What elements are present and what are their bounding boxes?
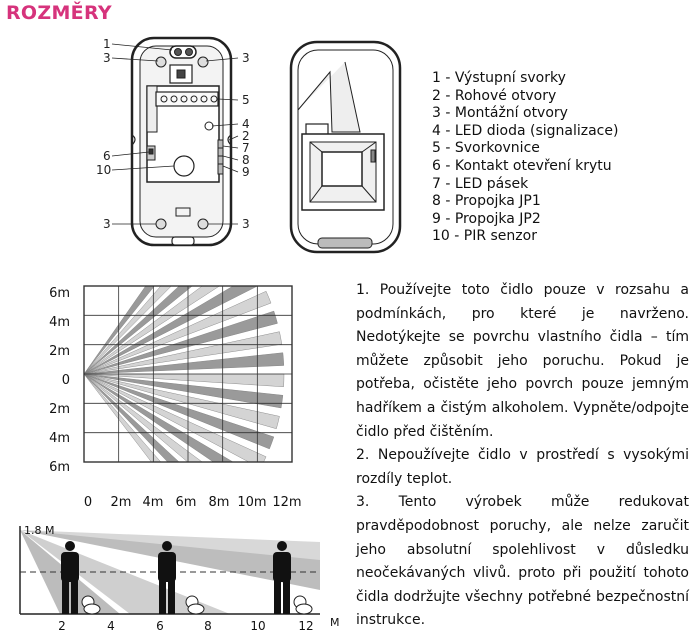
legend-item: 10 - PIR senzor bbox=[432, 228, 537, 245]
dimension-drawings bbox=[0, 0, 430, 262]
x-label: 2m bbox=[110, 495, 132, 510]
x-label: 12m bbox=[272, 495, 302, 510]
y-label: 2m bbox=[49, 344, 70, 359]
safety-notes bbox=[356, 279, 689, 633]
note-paragraph: 3. Tento výrobek může redukovat pravděpodobnost poruchy, ale nelze zaručit jeho absolutní spolehlivost v důsledku neočekávaných vlivů. proto při použití tohoto čidla dodržujte všechny potřebné bezpečnostní instrukce. bbox=[356, 494, 689, 629]
x-label: 8m bbox=[208, 495, 230, 510]
coverage-side-view bbox=[0, 520, 340, 636]
legend-item: 6 - Kontakt otevření krytu bbox=[432, 157, 612, 174]
page-title: ROZMĚRY bbox=[6, 2, 112, 24]
callout-4: 4 bbox=[242, 117, 250, 131]
callout-5: 5 bbox=[242, 93, 250, 107]
callout-3-top-right: 3 bbox=[242, 51, 250, 65]
coverage-top-view bbox=[0, 270, 330, 520]
callout-8: 8 bbox=[242, 153, 250, 167]
note-paragraph: 2. Nepoužívejte čidlo v prostředí s vysokými rozdíly teplot. bbox=[356, 447, 689, 487]
note-paragraph: 1. Používejte toto čidlo pouze v rozsahu a podmínkách, pro které je navrženo. Nedotýkejte se povrchu vlastního čidla – tím můžete způsobit jeho poruchu. Pokud je potřeba, očistěte jeho povrch pouze jemným hadříkem a čistým alkoholem. Vypněte/odpojte čidlo před čištěním. bbox=[356, 282, 689, 440]
side-x-label: 6 bbox=[156, 619, 164, 633]
legend-item: 8 - Propojka JP1 bbox=[432, 193, 541, 210]
front-view-drawing bbox=[132, 38, 231, 245]
y-label: 4m bbox=[49, 431, 70, 446]
y-label: 4m bbox=[49, 315, 70, 330]
detection-zones bbox=[84, 270, 284, 520]
callout-3-bottom-right: 3 bbox=[242, 217, 250, 231]
height-label: 1.8 M bbox=[24, 524, 55, 537]
side-x-label: 12 bbox=[298, 619, 314, 633]
x-label: 6m bbox=[175, 495, 197, 510]
legend-item: 2 - Rohové otvory bbox=[432, 87, 557, 104]
callout-10: 10 bbox=[96, 163, 112, 177]
side-x-label: 10 bbox=[250, 619, 266, 633]
x-label: 10m bbox=[237, 495, 267, 510]
side-x-label: 8 bbox=[204, 619, 212, 633]
cover-view-drawing bbox=[291, 42, 400, 252]
legend-item: 3 - Montážní otvory bbox=[432, 105, 568, 122]
legend-item: 4 - LED dioda (signalizace) bbox=[432, 122, 619, 139]
side-x-label: 2 bbox=[58, 619, 66, 633]
legend-item: 5 - Svorkovnice bbox=[432, 140, 540, 157]
callout-2: 2 bbox=[242, 129, 250, 143]
y-label: 2m bbox=[49, 402, 70, 417]
parts-legend bbox=[432, 70, 618, 246]
side-x-label: 4 bbox=[107, 619, 115, 633]
callout-6: 6 bbox=[103, 149, 111, 163]
x-label: 0 bbox=[83, 495, 93, 510]
y-label: 0 bbox=[61, 373, 70, 388]
x-label: 4m bbox=[142, 495, 164, 510]
callout-9: 9 bbox=[242, 165, 250, 179]
callout-7: 7 bbox=[242, 141, 250, 155]
y-label: 6m bbox=[49, 286, 70, 301]
legend-item: 9 - Propojka JP2 bbox=[432, 210, 541, 227]
side-unit-label: M bbox=[330, 616, 340, 629]
legend-item: 7 - LED pásek bbox=[432, 175, 529, 192]
y-label: 6m bbox=[49, 460, 70, 475]
callout-3-bottom-left: 3 bbox=[103, 217, 111, 231]
callout-3-top-left: 3 bbox=[103, 51, 111, 65]
legend-item: 1 - Výstupní svorky bbox=[432, 70, 566, 86]
callout-1: 1 bbox=[103, 37, 111, 51]
